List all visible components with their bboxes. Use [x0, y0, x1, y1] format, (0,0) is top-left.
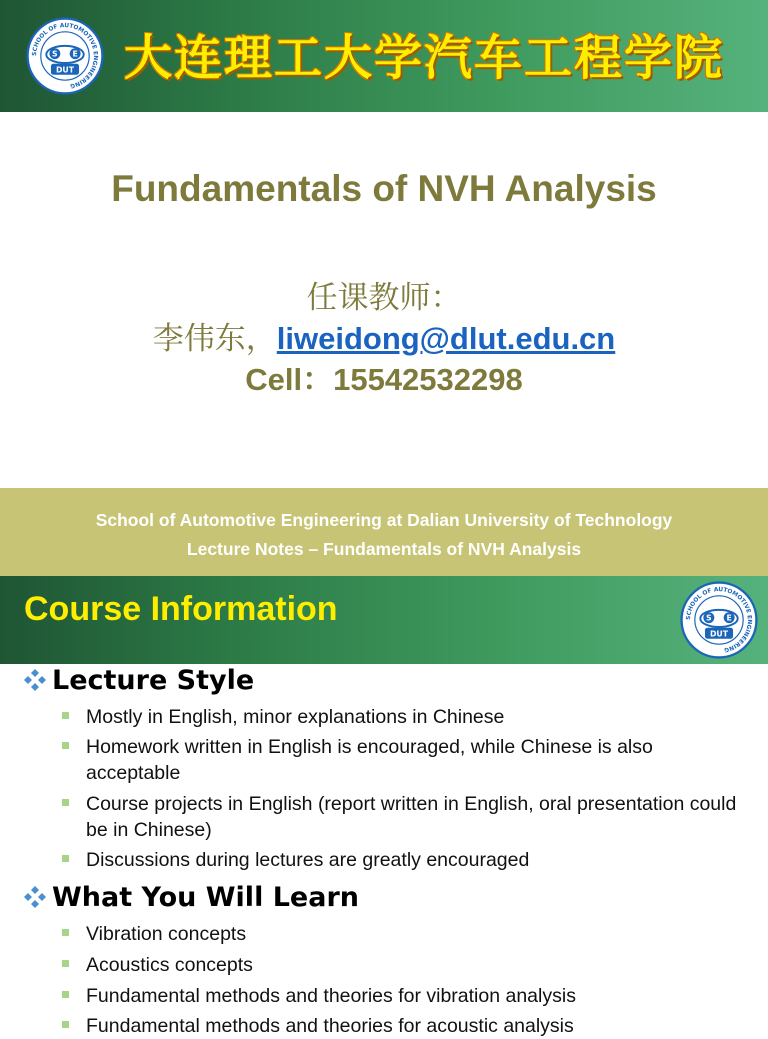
cell-label: Cell：	[245, 362, 334, 397]
section-what-you-will-learn	[22, 881, 359, 915]
diamond-bullet-icon	[22, 667, 48, 693]
slide1-banner	[0, 0, 768, 112]
section-title: What You Will Learn	[52, 882, 359, 913]
logo-letter-s: S	[706, 613, 712, 623]
logo-badge-text: DUT	[709, 629, 729, 639]
logo-letter-e: E	[72, 49, 78, 59]
logo-ring-text: SCHOOL OF AUTOMOTIVE ENGINEERING	[32, 23, 98, 89]
slide2-banner	[0, 576, 768, 664]
email-link[interactable]: liweidong@dlut.edu.cn	[276, 321, 616, 356]
logo-letter-s: S	[52, 49, 58, 59]
logo-badge-text: DUT	[55, 65, 75, 75]
banner-title: 大连理工大学汽车工程学院	[124, 30, 725, 86]
list-item: Discussions during lectures are greatly encouraged	[62, 847, 752, 873]
list-item: Fundamental methods and theories for acoustic analysis	[62, 1013, 752, 1039]
dut-logo	[26, 17, 104, 95]
cell-number: 15542532298	[333, 362, 523, 397]
logo-letter-e: E	[726, 613, 732, 623]
list-item: Fundamental methods and theories for vibration analysis	[62, 983, 752, 1009]
diamond-bullet-icon	[22, 884, 48, 910]
slide1-title: Fundamentals of NVH Analysis	[111, 168, 657, 209]
slide1-footer	[0, 488, 768, 576]
section-title: Lecture Style	[52, 665, 255, 696]
list-item: Mostly in English, minor explanations in Chinese	[62, 704, 752, 730]
logo-ring-text: SCHOOL OF AUTOMOTIVE ENGINEERING	[686, 587, 752, 653]
teacher-label: 任课教师：	[306, 280, 462, 316]
teacher-label-line	[0, 272, 768, 317]
footer-line-2: Lecture Notes – Fundamentals of NVH Analysis	[186, 539, 582, 559]
list-item: Course projects in English (report written in English, oral presentation could be in Chinese)	[62, 791, 752, 843]
dut-logo-small	[680, 581, 758, 659]
cell-line	[0, 354, 768, 399]
list-item: Vibration concepts	[62, 921, 752, 947]
section-lecture-style	[22, 664, 254, 698]
teacher-name-line	[0, 313, 768, 358]
list-item: Acoustics concepts	[62, 952, 752, 978]
teacher-name: 李伟东，	[152, 321, 277, 357]
list-item: Homework written in English is encouraged, while Chinese is also acceptable	[62, 734, 752, 786]
slide2-title: Course Information	[24, 590, 338, 628]
footer-line-1: School of Automotive Engineering at Dalian University of Technology	[95, 510, 673, 530]
